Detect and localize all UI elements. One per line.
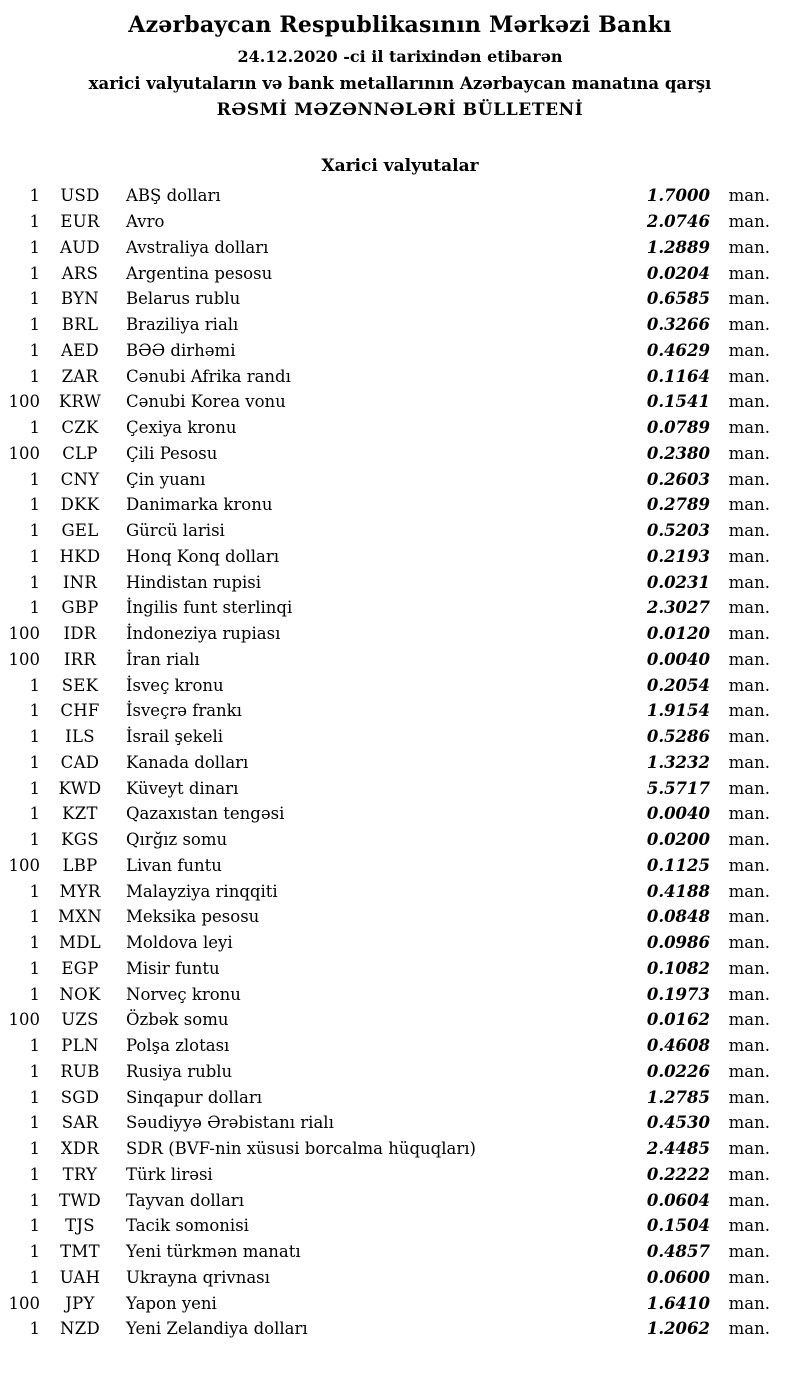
currency-code: KWD — [58, 778, 102, 798]
currency-code: AED — [60, 340, 100, 360]
currency-name: İsveç kronu — [126, 675, 224, 695]
quantity: 1 — [29, 1139, 40, 1159]
currency-code: EGP — [61, 958, 99, 978]
unit-label: man. — [728, 624, 770, 644]
quantity: 1 — [29, 1190, 40, 1210]
exchange-rate: 0.0040 — [646, 649, 710, 669]
currency-code: EUR — [60, 212, 100, 232]
quantity: 1 — [29, 984, 40, 1004]
exchange-rate: 0.1541 — [646, 392, 710, 412]
quantity: 1 — [29, 546, 40, 566]
unit-label: man. — [728, 752, 770, 772]
exchange-rate: 2.3027 — [646, 598, 710, 618]
quantity: 1 — [29, 830, 40, 850]
currency-name: Meksika pesosu — [126, 907, 260, 927]
quantity: 1 — [29, 701, 40, 721]
currency-name: Gürcü larisi — [126, 521, 225, 541]
exchange-rate: 0.0040 — [646, 804, 710, 824]
table-row — [6, 698, 770, 724]
exchange-rate: 1.2785 — [646, 1087, 710, 1107]
exchange-rate: 0.2222 — [646, 1164, 710, 1184]
currency-name: Çili Pesosu — [126, 443, 218, 463]
exchange-rate: 0.1164 — [646, 366, 710, 386]
bank-title: Azərbaycan Respublikasının Mərkəzi Bankı — [128, 12, 672, 38]
quantity: 100 — [8, 624, 40, 644]
exchange-rate: 0.0604 — [646, 1190, 710, 1210]
exchange-rate: 0.1082 — [646, 958, 710, 978]
currency-code: TRY — [62, 1164, 98, 1184]
quantity: 1 — [29, 1061, 40, 1081]
unit-label: man. — [728, 1242, 770, 1262]
currency-name: Cənubi Afrika randı — [126, 366, 291, 386]
exchange-rate: 0.0848 — [646, 907, 710, 927]
currency-code: UAH — [59, 1267, 101, 1287]
exchange-rate: 2.4485 — [646, 1139, 710, 1159]
unit-label: man. — [728, 727, 770, 747]
unit-label: man. — [728, 675, 770, 695]
quantity: 1 — [29, 289, 40, 309]
unit-label: man. — [728, 830, 770, 850]
unit-label: man. — [728, 237, 770, 257]
table-row — [6, 595, 770, 621]
quantity: 1 — [29, 237, 40, 257]
exchange-rate: 0.1125 — [646, 855, 710, 875]
quantity: 100 — [8, 392, 40, 412]
currency-code: ILS — [65, 727, 95, 747]
currency-name: İsrail şekeli — [126, 727, 224, 747]
unit-label: man. — [728, 598, 770, 618]
exchange-rate: 0.4608 — [646, 1036, 710, 1056]
table-row — [6, 647, 770, 673]
currency-code: KRW — [58, 392, 102, 412]
unit-label: man. — [728, 933, 770, 953]
currency-code: ZAR — [61, 366, 99, 386]
currency-name: Sinqapur dolları — [126, 1087, 262, 1107]
currency-name: Çexiya kronu — [126, 418, 237, 438]
unit-label: man. — [728, 212, 770, 232]
currency-code: DKK — [60, 495, 100, 515]
currency-code: GEL — [61, 521, 99, 541]
currency-code: PLN — [61, 1036, 99, 1056]
currency-name: Belarus rublu — [126, 289, 241, 309]
scope-line: xarici valyutaların və bank metallarının Azərbaycan manatına qarşı — [88, 74, 712, 93]
currency-code: IDR — [63, 624, 97, 644]
currency-name: Səudiyyə Ərəbistanı rialı — [126, 1113, 334, 1133]
unit-label: man. — [728, 1216, 770, 1236]
currency-code: CNY — [60, 469, 100, 489]
table-row — [6, 956, 770, 982]
exchange-rate: 0.1504 — [646, 1216, 710, 1236]
unit-label: man. — [728, 263, 770, 283]
exchange-rate: 0.0200 — [646, 830, 710, 850]
unit-label: man. — [728, 649, 770, 669]
quantity: 1 — [29, 1216, 40, 1236]
unit-label: man. — [728, 1190, 770, 1210]
table-row — [6, 209, 770, 235]
quantity: 100 — [8, 855, 40, 875]
quantity: 1 — [29, 1319, 40, 1339]
quantity: 1 — [29, 675, 40, 695]
currency-code: NZD — [59, 1319, 101, 1339]
exchange-rate: 0.2603 — [646, 469, 710, 489]
currency-name: Cənubi Korea vonu — [126, 392, 286, 412]
unit-label: man. — [728, 495, 770, 515]
currency-code: UZS — [61, 1010, 99, 1030]
exchange-rate: 0.2193 — [646, 546, 710, 566]
effective-date-line: 24.12.2020 -ci il tarixindən etibarən — [237, 47, 563, 66]
unit-label: man. — [728, 1164, 770, 1184]
unit-label: man. — [728, 443, 770, 463]
table-row — [6, 389, 770, 415]
exchange-rate: 5.5717 — [646, 778, 710, 798]
table-row — [6, 260, 770, 286]
exchange-rate: 0.2380 — [646, 443, 710, 463]
currency-code: BRL — [61, 315, 99, 335]
currency-code: SAR — [61, 1113, 99, 1133]
quantity: 1 — [29, 495, 40, 515]
unit-label: man. — [728, 855, 770, 875]
exchange-rate: 0.0204 — [646, 263, 710, 283]
exchange-rate: 0.6585 — [646, 289, 710, 309]
quantity: 100 — [8, 649, 40, 669]
currency-code: KGS — [61, 830, 99, 850]
quantity: 1 — [29, 727, 40, 747]
quantity: 1 — [29, 1242, 40, 1262]
currency-name: Türk lirəsi — [126, 1164, 213, 1184]
table-row — [6, 981, 770, 1007]
quantity: 1 — [29, 263, 40, 283]
table-row — [6, 441, 770, 467]
quantity: 1 — [29, 752, 40, 772]
unit-label: man. — [728, 984, 770, 1004]
quantity: 1 — [29, 958, 40, 978]
currency-name: Braziliya rialı — [126, 315, 239, 335]
table-row — [6, 415, 770, 441]
currency-code: TJS — [65, 1216, 95, 1236]
currency-name: İsveçrə frankı — [126, 701, 242, 721]
quantity: 100 — [8, 1293, 40, 1313]
unit-label: man. — [728, 958, 770, 978]
table-row — [6, 1239, 770, 1265]
currency-code: RUB — [60, 1061, 100, 1081]
currency-name: SDR (BVF-nin xüsusi borcalma hüquqları) — [126, 1139, 476, 1159]
currency-name: Rusiya rublu — [126, 1061, 233, 1081]
currency-name: Yapon yeni — [126, 1293, 217, 1313]
currency-name: BƏƏ dirhəmi — [126, 340, 236, 360]
exchange-rate: 0.1973 — [646, 984, 710, 1004]
currency-name: Ukrayna qrivnası — [126, 1267, 270, 1287]
table-row — [6, 1316, 770, 1342]
currency-code: SGD — [60, 1087, 100, 1107]
unit-label: man. — [728, 1087, 770, 1107]
currency-name: İngilis funt sterlinqi — [126, 598, 293, 618]
currency-code: TWD — [58, 1190, 102, 1210]
table-row — [6, 1084, 770, 1110]
exchange-rate: 0.0226 — [646, 1061, 710, 1081]
unit-label: man. — [728, 1010, 770, 1030]
table-row — [6, 1213, 770, 1239]
quantity: 100 — [8, 1010, 40, 1030]
unit-label: man. — [728, 546, 770, 566]
quantity: 1 — [29, 1267, 40, 1287]
quantity: 1 — [29, 1113, 40, 1133]
table-row — [6, 1162, 770, 1188]
table-row — [6, 1059, 770, 1085]
quantity: 1 — [29, 572, 40, 592]
exchange-rate: 1.7000 — [646, 186, 710, 206]
unit-label: man. — [728, 907, 770, 927]
unit-label: man. — [728, 469, 770, 489]
table-row — [6, 930, 770, 956]
quantity: 1 — [29, 315, 40, 335]
quantity: 1 — [29, 1036, 40, 1056]
quantity: 1 — [29, 212, 40, 232]
unit-label: man. — [728, 366, 770, 386]
table-row — [6, 1136, 770, 1162]
table-row — [6, 724, 770, 750]
table-row — [6, 183, 770, 209]
table-row — [6, 286, 770, 312]
table-row — [6, 621, 770, 647]
exchange-rate: 0.4629 — [646, 340, 710, 360]
currency-name: Çin yuanı — [126, 469, 206, 489]
currency-name: Qırğız somu — [126, 830, 228, 850]
quantity: 1 — [29, 186, 40, 206]
currency-name: Küveyt dinarı — [126, 778, 239, 798]
currency-name: Argentina pesosu — [126, 263, 273, 283]
table-row — [6, 853, 770, 879]
exchange-rate: 0.0600 — [646, 1267, 710, 1287]
section-title: Xarici valyutalar — [321, 156, 479, 176]
table-row — [6, 466, 770, 492]
document-header — [0, 0, 800, 120]
unit-label: man. — [728, 778, 770, 798]
table-row — [6, 775, 770, 801]
currency-name: Özbək somu — [126, 1010, 229, 1030]
unit-label: man. — [728, 315, 770, 335]
unit-label: man. — [728, 186, 770, 206]
unit-label: man. — [728, 1267, 770, 1287]
quantity: 1 — [29, 804, 40, 824]
currency-code: USD — [60, 186, 100, 206]
currency-code: TMT — [60, 1242, 100, 1262]
unit-label: man. — [728, 1113, 770, 1133]
unit-label: man. — [728, 804, 770, 824]
quantity: 1 — [29, 366, 40, 386]
currency-code: JPY — [65, 1293, 95, 1313]
currency-name: Danimarka kronu — [126, 495, 273, 515]
currency-code: BYN — [60, 289, 100, 309]
table-row — [6, 827, 770, 853]
currency-name: Tayvan dolları — [126, 1190, 244, 1210]
table-row — [6, 338, 770, 364]
table-row — [6, 569, 770, 595]
currency-code: MDL — [59, 933, 101, 953]
unit-label: man. — [728, 701, 770, 721]
currency-code: INR — [62, 572, 98, 592]
currency-name: Misir funtu — [126, 958, 220, 978]
table-row — [6, 1187, 770, 1213]
currency-code: MYR — [59, 881, 101, 901]
unit-label: man. — [728, 418, 770, 438]
table-row — [6, 1265, 770, 1291]
currency-name: Livan funtu — [126, 855, 222, 875]
exchange-rate: 1.2062 — [646, 1319, 710, 1339]
unit-label: man. — [728, 289, 770, 309]
exchange-rates-table — [0, 183, 800, 1342]
quantity: 1 — [29, 340, 40, 360]
unit-label: man. — [728, 521, 770, 541]
currency-code: GBP — [61, 598, 99, 618]
unit-label: man. — [728, 881, 770, 901]
exchange-rate: 0.3266 — [646, 315, 710, 335]
exchange-rate: 0.0231 — [646, 572, 710, 592]
exchange-rate: 0.0120 — [646, 624, 710, 644]
table-row — [6, 1033, 770, 1059]
unit-label: man. — [728, 1319, 770, 1339]
unit-label: man. — [728, 1061, 770, 1081]
currency-code: HKD — [59, 546, 101, 566]
quantity: 1 — [29, 598, 40, 618]
currency-code: NOK — [59, 984, 101, 1004]
currency-name: Norveç kronu — [126, 984, 241, 1004]
currency-code: CZK — [61, 418, 99, 438]
currency-code: XDR — [60, 1139, 100, 1159]
currency-code: CLP — [62, 443, 98, 463]
exchange-rate: 0.2789 — [646, 495, 710, 515]
quantity: 1 — [29, 418, 40, 438]
currency-code: MXN — [58, 907, 102, 927]
quantity: 1 — [29, 778, 40, 798]
currency-name: Yeni türkmən manatı — [126, 1242, 301, 1262]
table-row — [6, 1007, 770, 1033]
currency-name: İran rialı — [126, 649, 200, 669]
quantity: 1 — [29, 881, 40, 901]
table-row — [6, 672, 770, 698]
exchange-rate: 1.6410 — [646, 1293, 710, 1313]
exchange-rate: 1.2889 — [646, 237, 710, 257]
currency-code: SEK — [61, 675, 99, 695]
exchange-rate: 0.4188 — [646, 881, 710, 901]
currency-name: Honq Konq dolları — [126, 546, 280, 566]
currency-name: ABŞ dolları — [126, 186, 221, 206]
exchange-rate: 2.0746 — [646, 212, 710, 232]
table-row — [6, 492, 770, 518]
exchange-rate: 0.0789 — [646, 418, 710, 438]
table-row — [6, 878, 770, 904]
unit-label: man. — [728, 572, 770, 592]
currency-code: ARS — [61, 263, 99, 283]
currency-code: IRR — [63, 649, 97, 669]
quantity: 1 — [29, 1087, 40, 1107]
table-row — [6, 750, 770, 776]
exchange-rate: 0.5203 — [646, 521, 710, 541]
unit-label: man. — [728, 1036, 770, 1056]
table-row — [6, 518, 770, 544]
currency-name: Yeni Zelandiya dolları — [126, 1319, 308, 1339]
unit-label: man. — [728, 1139, 770, 1159]
exchange-rate: 1.3232 — [646, 752, 710, 772]
currency-code: LBP — [62, 855, 98, 875]
table-row — [6, 544, 770, 570]
currency-name: Polşa zlotası — [126, 1036, 230, 1056]
exchange-rate: 0.0162 — [646, 1010, 710, 1030]
currency-code: CHF — [60, 701, 100, 721]
quantity: 1 — [29, 469, 40, 489]
exchange-rate: 0.5286 — [646, 727, 710, 747]
currency-code: AUD — [60, 237, 100, 257]
quantity: 1 — [29, 521, 40, 541]
unit-label: man. — [728, 340, 770, 360]
currency-name: Avstraliya dolları — [126, 237, 269, 257]
table-row — [6, 801, 770, 827]
currency-name: Moldova leyi — [126, 933, 233, 953]
currency-name: Hindistan rupisi — [126, 572, 262, 592]
quantity: 1 — [29, 1164, 40, 1184]
currency-name: İndoneziya rupiası — [126, 624, 281, 644]
table-row — [6, 1110, 770, 1136]
currency-name: Qazaxıstan tengəsi — [126, 804, 285, 824]
currency-name: Avro — [126, 212, 165, 232]
exchange-rate: 0.4530 — [646, 1113, 710, 1133]
quantity: 100 — [8, 443, 40, 463]
quantity: 1 — [29, 933, 40, 953]
bulletin-title: RƏSMİ MƏZƏNNƏLƏRİ BÜLLETENİ — [216, 100, 584, 120]
exchange-rate: 1.9154 — [646, 701, 710, 721]
quantity: 1 — [29, 907, 40, 927]
currency-code: KZT — [62, 804, 98, 824]
table-row — [6, 1290, 770, 1316]
table-row — [6, 235, 770, 261]
unit-label: man. — [728, 392, 770, 412]
table-row — [6, 312, 770, 338]
exchange-rate: 0.4857 — [646, 1242, 710, 1262]
table-row — [6, 363, 770, 389]
table-row — [6, 904, 770, 930]
currency-name: Tacik somonisi — [126, 1216, 249, 1236]
unit-label: man. — [728, 1293, 770, 1313]
currency-name: Kanada dolları — [126, 752, 249, 772]
currency-name: Malayziya rinqqiti — [126, 881, 278, 901]
exchange-rate: 0.0986 — [646, 933, 710, 953]
exchange-rate: 0.2054 — [646, 675, 710, 695]
currency-code: CAD — [60, 752, 100, 772]
